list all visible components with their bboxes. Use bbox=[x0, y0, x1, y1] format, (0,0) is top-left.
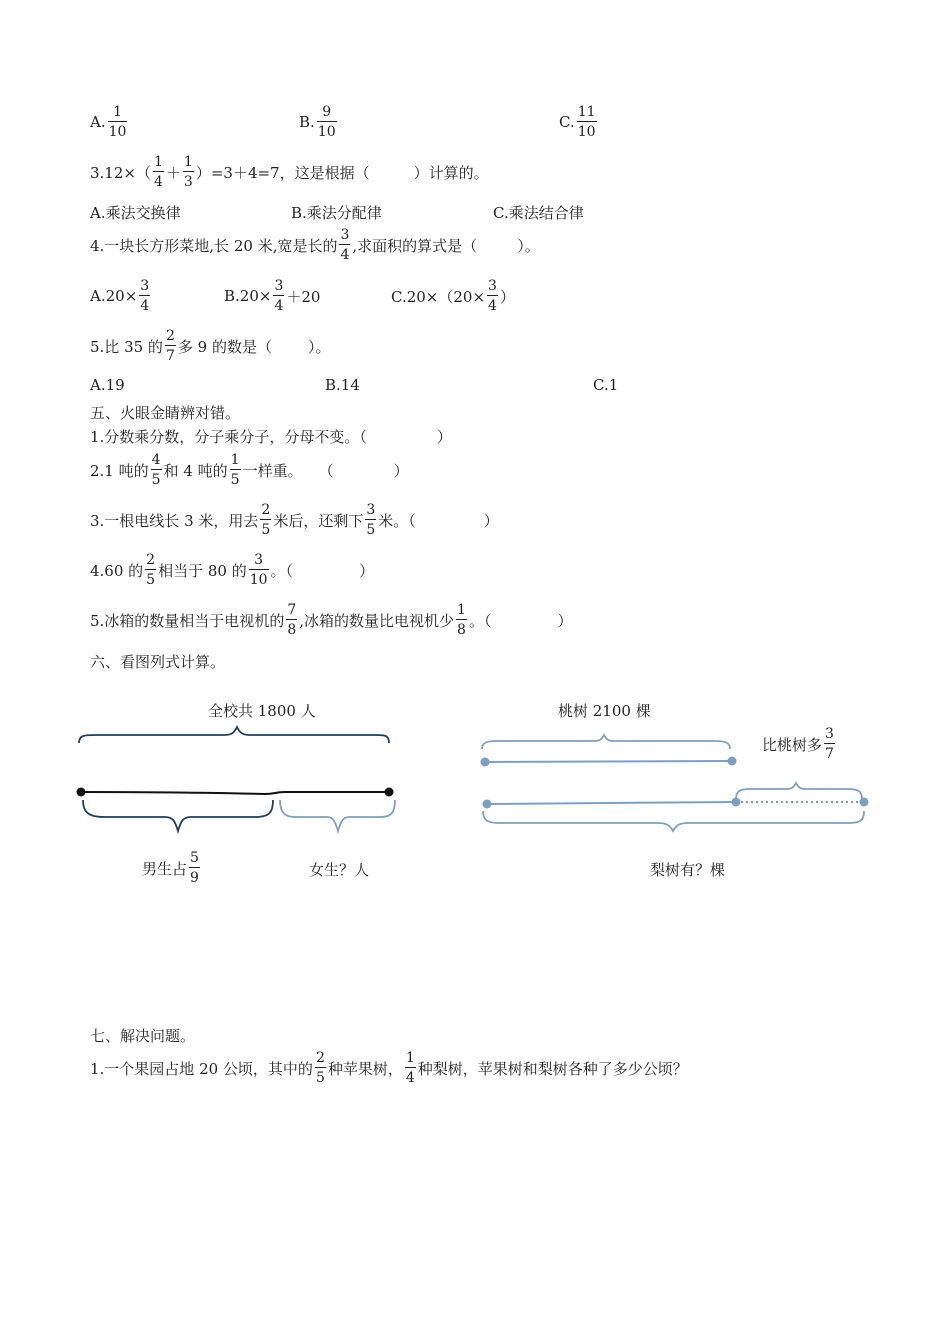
q3-text-1: 3.12×（ bbox=[90, 163, 151, 182]
fraction: 11 10 bbox=[577, 104, 596, 140]
q3-option-a: A.乘法交换律 bbox=[90, 204, 181, 222]
peach-label: 桃树 2100 棵 bbox=[558, 702, 651, 720]
peach-endpoint-left bbox=[481, 758, 490, 767]
fraction: 2 7 bbox=[165, 328, 175, 364]
fraction: 1 5 bbox=[230, 452, 240, 488]
section6-title: 六、看图列式计算。 bbox=[90, 653, 226, 671]
fraction: 4 5 bbox=[151, 452, 161, 488]
section7-title: 七、解决问题。 bbox=[90, 1027, 196, 1045]
fraction: $\frac{3}{4}$ bbox=[140, 278, 150, 314]
pear-label: 梨树有？棵 bbox=[650, 861, 726, 879]
fraction: 3 7 bbox=[825, 726, 834, 762]
fraction: 3 5 bbox=[366, 502, 376, 538]
more-than-peach-label: 比桃树多 3 7 bbox=[762, 726, 834, 762]
q5-option-b: B.14 bbox=[325, 376, 360, 394]
q4-text-1: 4.一块长方形菜地,长 20 米,宽是长的 bbox=[90, 236, 338, 255]
q4-text-3: ）。 bbox=[517, 236, 540, 255]
q2-option-a bbox=[90, 105, 129, 139]
q3-option-b: B.乘法分配律 bbox=[291, 204, 382, 222]
fraction: 2 5 bbox=[261, 502, 271, 538]
q2-option-b bbox=[299, 105, 339, 139]
fraction: 7 8 bbox=[287, 602, 297, 638]
girls-brace bbox=[280, 800, 395, 831]
school-diagram bbox=[75, 725, 405, 855]
q4-option-a: A.20× $\frac{3}{4}$ bbox=[90, 278, 150, 314]
boys-brace bbox=[83, 800, 273, 831]
fraction: 3 10 bbox=[249, 552, 268, 588]
fraction: 1 10 bbox=[108, 104, 127, 140]
q4-option-b: B.20× $\frac{3}{4}$ ＋20 bbox=[224, 278, 321, 314]
judge-item-1: 1.分数乘分数，分子乘分子，分母不变。（ ） bbox=[90, 428, 452, 446]
q4-text-2: ,求面积的算式是（ bbox=[352, 236, 478, 255]
section5-title: 五、火眼金睛辨对错。 bbox=[90, 404, 241, 422]
fraction: $\frac{3}{4}$ bbox=[488, 278, 497, 314]
girls-label: 女生？人 bbox=[309, 861, 370, 879]
pear-endpoint-right bbox=[860, 798, 869, 807]
line-endpoint-right bbox=[385, 788, 394, 797]
q2-option-c bbox=[559, 105, 599, 139]
peach-brace bbox=[482, 735, 730, 749]
judge-item-5: 5.冰箱的数量相当于电视机的 7 8 ,冰箱的数量比电视机少 1 8 。（ ） bbox=[90, 602, 573, 638]
line-endpoint-left bbox=[77, 788, 86, 797]
q5-option-a: A.19 bbox=[90, 376, 125, 394]
option-label: C. bbox=[559, 113, 575, 131]
fraction: 1 4 bbox=[405, 1050, 415, 1086]
q5-option-c: C.1 bbox=[593, 376, 619, 394]
pear-brace bbox=[483, 811, 864, 831]
q5-text-1: 5.比 35 的 bbox=[90, 337, 163, 356]
fraction: 5 9 bbox=[190, 850, 199, 886]
fraction: 2 5 bbox=[315, 1050, 325, 1086]
fraction: 1 3 bbox=[183, 154, 193, 190]
judge-item-2: 2.1 吨的 4 5 和 4 吨的 1 5 一样重。 （ ） bbox=[90, 452, 409, 488]
fraction: 2 5 bbox=[146, 552, 156, 588]
extra-brace bbox=[736, 783, 862, 799]
q5-text-2: 多 9 的数是（ bbox=[177, 337, 272, 356]
plus-sign: ＋ bbox=[165, 163, 181, 182]
q5-text-3: ）。 bbox=[307, 337, 331, 356]
q3-option-c: C.乘法结合律 bbox=[493, 204, 584, 222]
q4-option-c: C.20×（20× $\frac{3}{4}$ ） bbox=[391, 278, 515, 314]
total-brace bbox=[79, 727, 389, 743]
q4-stem bbox=[90, 228, 540, 262]
judge-item-4: 4.60 的 2 5 相当于 80 的 3 10 。（ ） bbox=[90, 552, 375, 588]
fraction: 1 4 bbox=[153, 154, 163, 190]
q3-text-2: ）=3＋4=7，这是根据（ bbox=[195, 163, 370, 182]
peach-endpoint-right bbox=[728, 757, 737, 766]
boys-label: 男生占 5 9 bbox=[142, 850, 199, 886]
school-line bbox=[81, 792, 389, 794]
fraction: $\frac{3}{4}$ bbox=[274, 278, 284, 314]
q3-stem bbox=[90, 155, 489, 189]
pear-endpoint-left bbox=[483, 800, 492, 809]
option-label: B. bbox=[299, 113, 315, 131]
q3-text-3: ）计算的。 bbox=[413, 163, 489, 182]
peach-line bbox=[485, 761, 732, 762]
judge-item-3: 3.一根电线长 3 米，用去 2 5 米后，还剩下 3 5 米。（ ） bbox=[90, 502, 499, 538]
pear-line-solid bbox=[487, 802, 736, 804]
fraction: 1 8 bbox=[457, 602, 466, 638]
q5-stem bbox=[90, 329, 330, 363]
school-total-label: 全校共 1800 人 bbox=[208, 702, 316, 720]
option-label: A. bbox=[90, 113, 106, 131]
pear-endpoint-mid bbox=[732, 798, 741, 807]
problem-1: 1.一个果园占地 20 公顷，其中的 2 5 种苹果树， 1 4 种梨树，苹果树和梨树各种了多少公顷？ bbox=[90, 1050, 688, 1086]
fraction: 3 4 bbox=[340, 227, 350, 263]
fraction: 9 10 bbox=[317, 104, 336, 140]
